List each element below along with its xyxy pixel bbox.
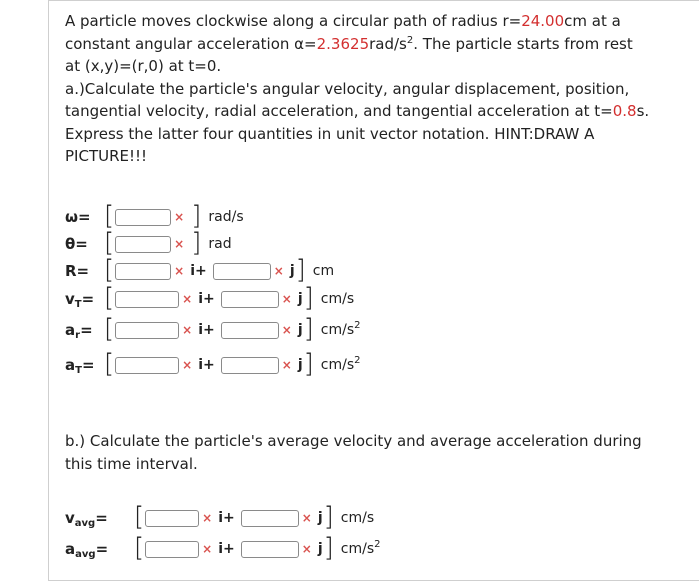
- tangential-velocity-row: [65, 283, 355, 313]
- incorrect-mark-icon: ×: [182, 358, 193, 372]
- omega-label: ω=: [65, 208, 91, 226]
- unit-vector-i: i+: [198, 291, 215, 307]
- unit-vector-i: i+: [218, 541, 235, 557]
- theta-label: θ=: [65, 235, 88, 253]
- problem-line-7: PICTURE!!!: [65, 147, 148, 165]
- problem-line-5: tangential velocity, radial acceleration, and tangential acceleration at t=0.8s.: [65, 102, 650, 120]
- tangential-acceleration-j-input[interactable]: [221, 357, 279, 374]
- close-bracket: ]: [303, 314, 314, 344]
- average-acceleration-label: $a_{avg}=$: [65, 540, 109, 560]
- open-bracket: [: [134, 533, 145, 563]
- unit-vector-j: j: [297, 291, 303, 307]
- incorrect-mark-icon: ×: [202, 542, 213, 556]
- average-acceleration-i-input[interactable]: [145, 541, 199, 558]
- average-velocity-i-input[interactable]: [145, 510, 199, 527]
- open-bracket: [: [134, 502, 145, 532]
- open-bracket: [: [104, 349, 115, 379]
- incorrect-mark-icon: ×: [281, 323, 292, 337]
- tangential-acceleration-label: $a_T=$: [65, 356, 95, 376]
- unit-vector-i: i+: [198, 322, 215, 338]
- radial-acceleration-i-input[interactable]: [115, 322, 179, 339]
- incorrect-mark-icon: ×: [301, 511, 312, 525]
- close-bracket: ]: [295, 255, 306, 285]
- theta-row: [65, 228, 232, 258]
- part-b-line-1: b.) Calculate the particle's average velocity and average acceleration during: [65, 432, 642, 450]
- theta-unit: rad: [208, 236, 232, 252]
- close-bracket: ]: [191, 201, 202, 231]
- tangential-velocity-label: $v_T=$: [65, 290, 95, 310]
- incorrect-mark-icon: ×: [174, 264, 185, 278]
- position-label: R=: [65, 262, 90, 280]
- open-bracket: [: [104, 255, 115, 285]
- incorrect-mark-icon: ×: [182, 292, 193, 306]
- close-bracket: ]: [323, 502, 334, 532]
- part-b-line-2: this time interval.: [65, 454, 198, 473]
- incorrect-mark-icon: ×: [174, 210, 185, 224]
- unit-vector-j: j: [317, 510, 323, 526]
- omega-row: [65, 201, 244, 231]
- unit-vector-i: i+: [198, 357, 215, 373]
- incorrect-mark-icon: ×: [202, 511, 213, 525]
- open-bracket: [: [104, 228, 115, 258]
- unit-vector-i: i+: [218, 510, 235, 526]
- tangential-velocity-j-input[interactable]: [221, 291, 279, 308]
- theta-input[interactable]: [115, 236, 171, 253]
- close-bracket: ]: [303, 349, 314, 379]
- position-i-input[interactable]: [115, 263, 171, 280]
- incorrect-mark-icon: ×: [301, 542, 312, 556]
- close-bracket: ]: [191, 228, 202, 258]
- radial-acceleration-unit: $cm/s^2$: [320, 320, 361, 338]
- part-b-statement: [65, 430, 685, 475]
- radius-value: 24.00: [521, 12, 565, 30]
- radial-acceleration-row: [65, 314, 361, 344]
- problem-statement: [65, 10, 685, 168]
- tangential-acceleration-unit: $cm/s^2$: [320, 355, 361, 373]
- incorrect-mark-icon: ×: [182, 323, 193, 337]
- average-acceleration-unit: $cm/s^2$: [340, 539, 381, 557]
- unit-vector-j: j: [317, 541, 323, 557]
- omega-input[interactable]: [115, 209, 171, 226]
- omega-unit: rad/s: [208, 209, 244, 225]
- average-velocity-unit: cm/s: [340, 510, 375, 526]
- position-j-input[interactable]: [213, 263, 271, 280]
- average-acceleration-row: [65, 533, 381, 563]
- incorrect-mark-icon: ×: [281, 292, 292, 306]
- unit-vector-i: i+: [190, 263, 207, 279]
- incorrect-mark-icon: ×: [174, 237, 185, 251]
- open-bracket: [: [104, 283, 115, 313]
- average-velocity-row: [65, 502, 375, 532]
- time-value: 0.8: [612, 102, 637, 120]
- incorrect-mark-icon: ×: [273, 264, 284, 278]
- radial-acceleration-label: $a_r=$: [65, 321, 93, 341]
- problem-line-1: A particle moves clockwise along a circular path of radius r=24.00cm at a: [65, 12, 621, 30]
- problem-line-4: a.)Calculate the particle's angular velocity, angular displacement, position,: [65, 79, 630, 98]
- frame-top-border: [49, 0, 699, 1]
- problem-line-6: Express the latter four quantities in unit vector notation. HINT:DRAW A: [65, 124, 595, 143]
- radial-acceleration-j-input[interactable]: [221, 322, 279, 339]
- incorrect-mark-icon: ×: [281, 358, 292, 372]
- close-bracket: ]: [323, 533, 334, 563]
- position-row: [65, 255, 335, 285]
- unit-vector-j: j: [289, 263, 295, 279]
- unit-vector-j: j: [297, 357, 303, 373]
- average-acceleration-j-input[interactable]: [241, 541, 299, 558]
- open-bracket: [: [104, 314, 115, 344]
- alpha-value: 2.3625: [316, 34, 370, 53]
- tangential-velocity-unit: cm/s: [320, 291, 355, 307]
- problem-line-3: at (x,y)=(r,0) at t=0.: [65, 57, 222, 75]
- tangential-acceleration-i-input[interactable]: [115, 357, 179, 374]
- position-unit: cm: [312, 263, 335, 279]
- tangential-acceleration-row: [65, 349, 361, 379]
- close-bracket: ]: [303, 283, 314, 313]
- average-velocity-j-input[interactable]: [241, 510, 299, 527]
- average-velocity-label: $v_{avg}=$: [65, 509, 108, 529]
- problem-line-2: constant angular acceleration $\alpha=2.3625rad/s^2$. The particle starts from rest: [65, 34, 633, 53]
- tangential-velocity-i-input[interactable]: [115, 291, 179, 308]
- unit-vector-j: j: [297, 322, 303, 338]
- open-bracket: [: [104, 201, 115, 231]
